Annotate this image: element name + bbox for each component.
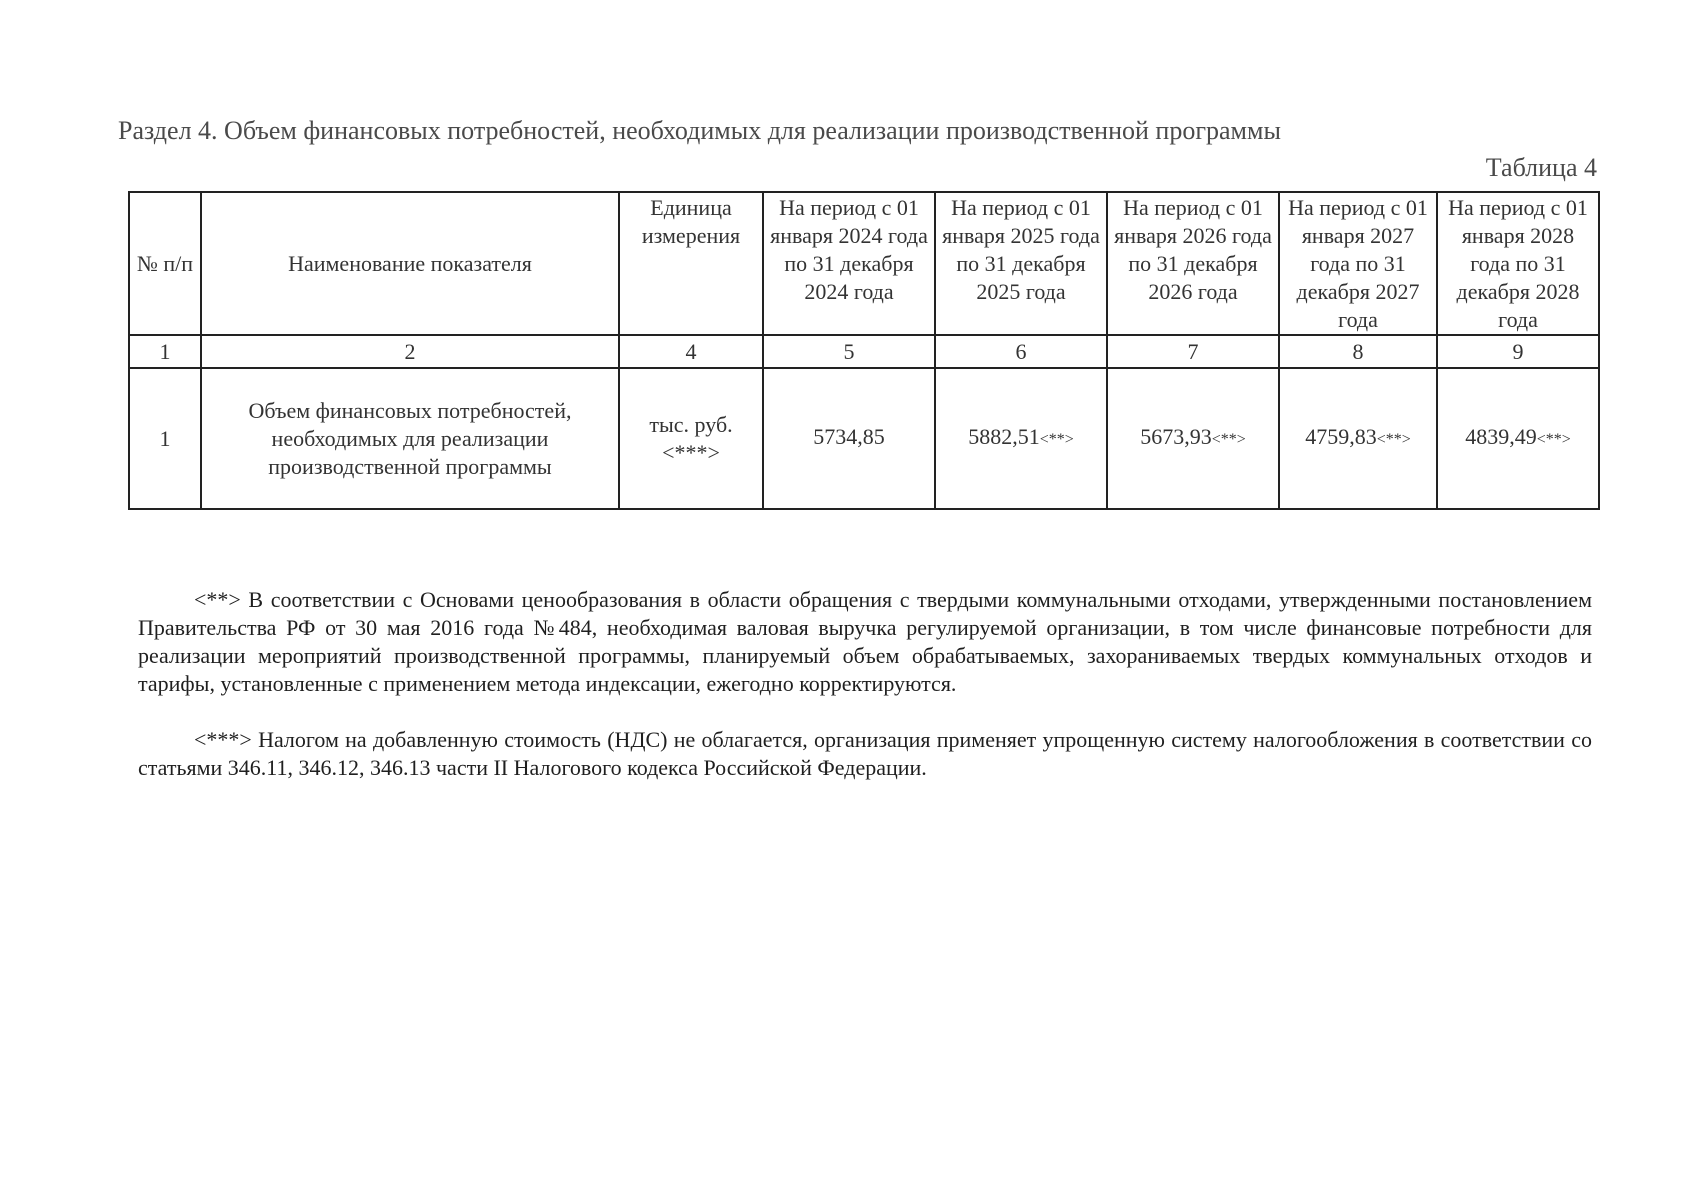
indicator-name: Объем финансовых потребностей, необходимых для реализации производственной программы <box>201 368 619 509</box>
header-cell-period-2025: На период с 01 января 2025 года по 31 декабря 2025 года <box>935 192 1107 335</box>
header-cell-period-2026: На период с 01 января 2026 года по 31 декабря 2026 года <box>1107 192 1279 335</box>
column-number: 4 <box>619 335 763 368</box>
value-footnote-mark: <**> <box>1536 431 1571 448</box>
footnote-indexation: <**> В соответствии с Основами ценообразования в области обращения с твердыми коммунальными отходами, утвержденными постановлением Правительства РФ от 30 мая 2016 года №484, необходимая валовая выручка регулируемой организации, в том числе финансовые потребности для реализации мероприятий производственной программы, планируемый объем обрабатываемых, захораниваемых твердых коммунальных отходов и тарифы, установленные с применением метода индексации, ежегодно корректируются. <box>138 587 1592 696</box>
value-cell-2025 <box>935 368 1107 509</box>
unit-of-measure: тыс. руб. <***> <box>619 368 763 509</box>
header-cell-name: Наименование показателя <box>201 192 619 335</box>
header-cell-period-2027: На период с 01 января 2027 года по 31 декабря 2027 года <box>1279 192 1437 335</box>
value-amount: 4759,83 <box>1305 424 1377 449</box>
footnote-vat: <***> Налогом на добавленную стоимость (НДС) не облагается, организация применяет упрощенную систему налогообложения в соответствии со статьями 346.11, 346.12, 346.13 части II Налогового кодекса Российской Федерации. <box>138 727 1592 780</box>
value-amount: 5673,93 <box>1140 424 1212 449</box>
value-amount: 5882,51 <box>968 424 1040 449</box>
section-title: Раздел 4. Объем финансовых потребностей, необходимых для реализации производственной программы <box>118 116 1281 145</box>
column-number: 6 <box>935 335 1107 368</box>
column-number: 1 <box>129 335 201 368</box>
value-cell-2027 <box>1279 368 1437 509</box>
value-cell-2026 <box>1107 368 1279 509</box>
value-cell-2028 <box>1437 368 1599 509</box>
header-cell-period-2024: На период с 01 января 2024 года по 31 декабря 2024 года <box>763 192 935 335</box>
value-cell-2024 <box>763 368 935 509</box>
column-number-row <box>129 335 1599 368</box>
value-amount: 4839,49 <box>1465 424 1537 449</box>
value-amount: 5734,85 <box>813 424 885 449</box>
financial-needs-table <box>128 191 1600 510</box>
table-caption: Таблица 4 <box>1485 153 1597 182</box>
row-number: 1 <box>129 368 201 509</box>
value-footnote-mark: <**> <box>1039 431 1074 448</box>
header-cell-num: № п/п <box>129 192 201 335</box>
column-number: 2 <box>201 335 619 368</box>
table-row <box>129 368 1599 509</box>
column-number: 8 <box>1279 335 1437 368</box>
header-cell-period-2028: На период с 01 января 2028 года по 31 декабря 2028 года <box>1437 192 1599 335</box>
column-number: 7 <box>1107 335 1279 368</box>
header-cell-unit: Единица измерения <box>619 192 763 335</box>
table-header-row <box>129 192 1599 335</box>
column-number: 9 <box>1437 335 1599 368</box>
value-footnote-mark: <**> <box>1376 431 1411 448</box>
column-number: 5 <box>763 335 935 368</box>
value-footnote-mark: <**> <box>1211 431 1246 448</box>
